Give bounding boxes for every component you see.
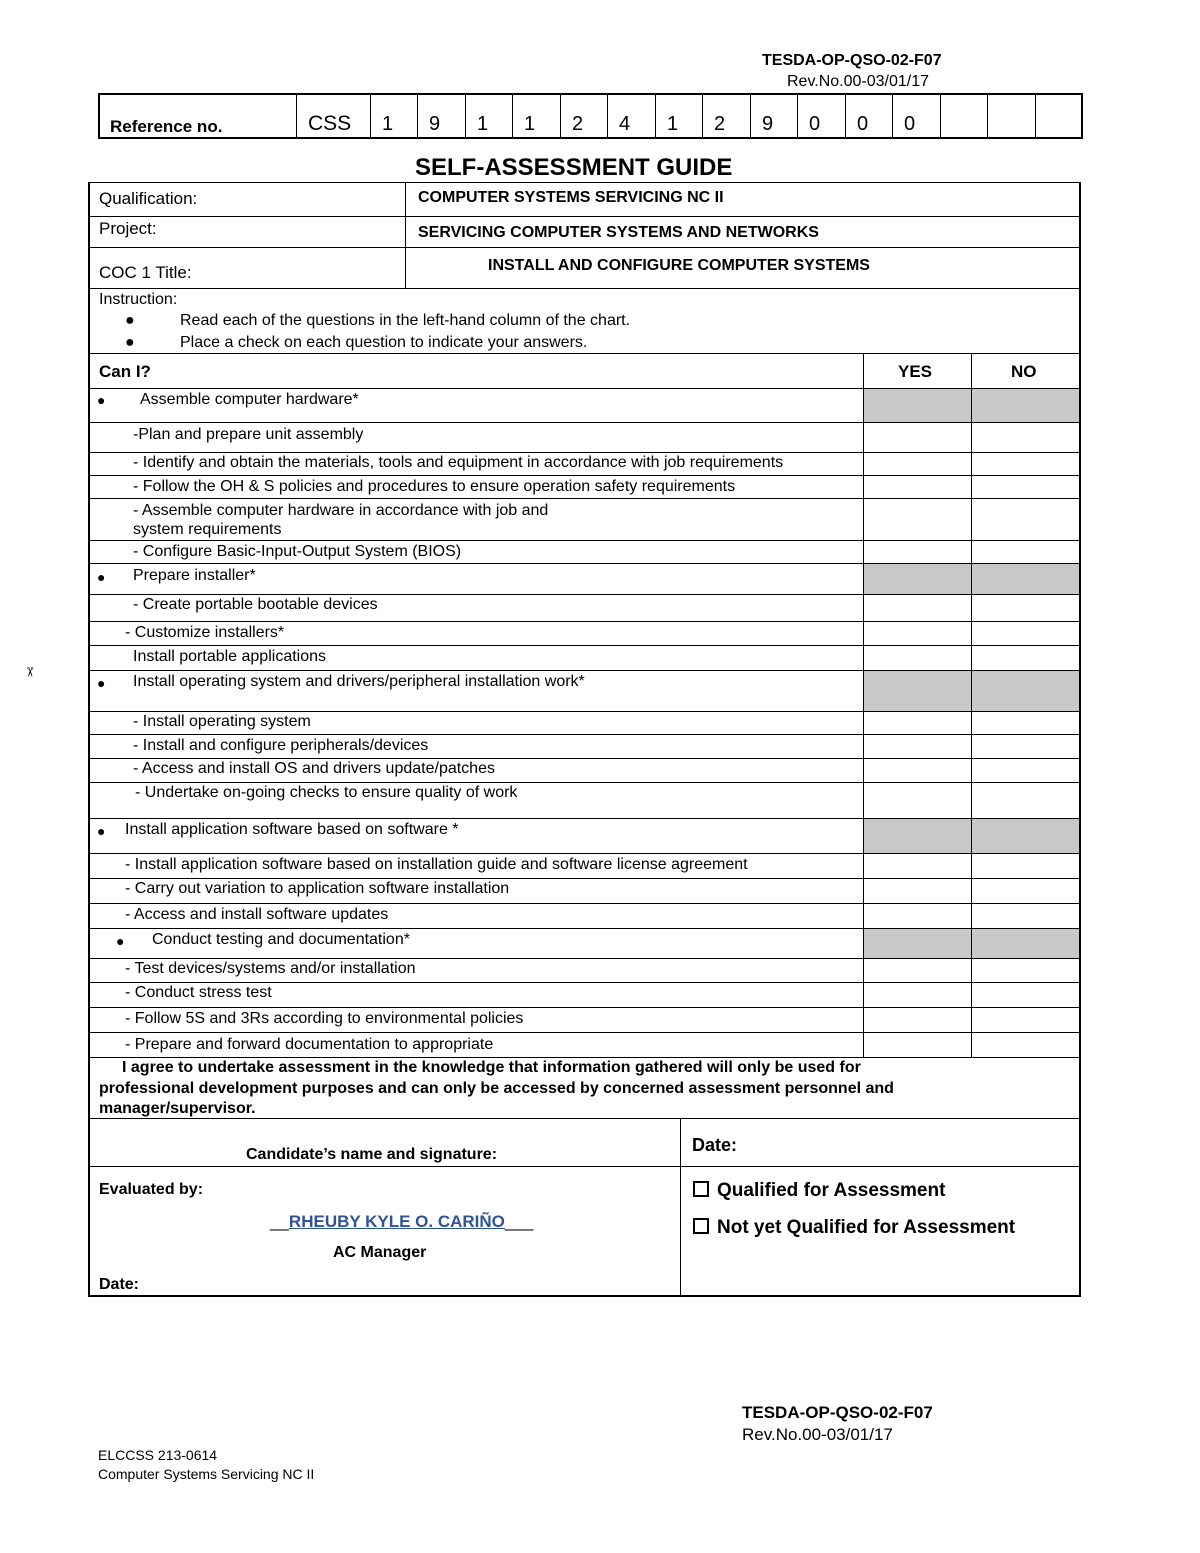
reference-cell: 2 (714, 113, 726, 135)
bullet-icon: ● (97, 823, 106, 839)
instruction-item: Place a check on each question to indicate your answers. (180, 334, 588, 351)
project-value: SERVICING COMPUTER SYSTEMS AND NETWORKS (418, 224, 819, 241)
checklist-item: - Configure Basic-Input-Output System (BIOS) (133, 543, 462, 560)
form-code: TESDA-OP-QSO-02-F07 (762, 52, 942, 69)
checklist-item: - Install operating system (133, 713, 311, 730)
checklist-item: - Access and install OS and drivers update/patches (133, 760, 495, 777)
not-qualified-option-label: Not yet Qualified for Assessment (717, 1217, 1016, 1238)
bullet-icon: ● (125, 334, 135, 351)
page-title: SELF-ASSESSMENT GUIDE (415, 154, 733, 181)
checklist-item: - Prepare and forward documentation to appropriate (125, 1036, 494, 1053)
shaded-yes-cell (864, 564, 971, 594)
checklist-item: - Assemble computer hardware in accordance with job and (133, 502, 549, 519)
footer-revision: Rev.No.00-03/01/17 (742, 1425, 893, 1444)
checklist-item: system requirements (133, 521, 282, 538)
checklist-item: Install operating system and drivers/peripheral installation work* (133, 673, 585, 690)
candidate-date-label: Date: (692, 1135, 738, 1155)
column-header-no: NO (1011, 362, 1037, 381)
not-qualified-option[interactable] (693, 1217, 1015, 1239)
bullet-icon: ● (97, 569, 106, 585)
checklist-item: Assemble computer hardware* (140, 391, 359, 408)
qualified-option-label: Qualified for Assessment (717, 1180, 946, 1201)
shaded-yes-cell (864, 671, 971, 711)
evaluator-role: AC Manager (333, 1244, 427, 1261)
checklist-item: Install portable applications (133, 648, 327, 665)
checklist-item: - Identify and obtain the materials, tools and equipment in accordance with job requirements (133, 454, 784, 471)
footer-form-code: TESDA-OP-QSO-02-F07 (742, 1403, 933, 1422)
shaded-no-cell (972, 564, 1079, 594)
reference-cell: 0 (857, 113, 869, 135)
reference-cell: CSS (308, 112, 352, 135)
checklist-item: Conduct testing and documentation* (152, 931, 410, 948)
shaded-no-cell (972, 389, 1079, 422)
footer-document-id: ELCCSS 213-0614 (98, 1447, 218, 1463)
reference-cell: 1 (382, 113, 394, 135)
shaded-no-cell (972, 671, 1079, 711)
evaluation-date-label: Date: (99, 1276, 140, 1293)
evaluated-by-label: Evaluated by: (99, 1181, 204, 1198)
shaded-no-cell (972, 819, 1079, 853)
instruction-label: Instruction: (99, 291, 178, 308)
reference-cell: 1 (477, 113, 489, 135)
bullet-icon: ● (125, 312, 135, 329)
checklist-item: - Follow the OH & S policies and procedures to ensure operation safety requirements (133, 478, 736, 495)
coc-title-label: COC 1 Title: (99, 263, 192, 282)
checklist-item: Prepare installer* (133, 567, 256, 584)
evaluator-name: RHEUBY KYLE O. CARIÑO (288, 1212, 505, 1231)
instruction-item: Read each of the questions in the left-hand column of the chart. (180, 312, 631, 329)
form-revision: Rev.No.00-03/01/17 (787, 73, 930, 90)
bullet-icon: ● (97, 392, 106, 408)
shaded-no-cell (972, 929, 1079, 958)
footer-document-name: Computer Systems Servicing NC II (98, 1466, 315, 1482)
checklist-item: - Customize installers* (125, 624, 285, 641)
checkbox-icon[interactable] (693, 1181, 709, 1197)
scissors-icon: ✂ (22, 666, 38, 678)
agreement-text-line: manager/supervisor. (99, 1100, 256, 1117)
project-label: Project: (99, 219, 157, 238)
checklist-item: - Undertake on-going checks to ensure quality of work (135, 784, 518, 801)
reference-cell: 2 (572, 113, 584, 135)
reference-cell: 1 (667, 113, 679, 135)
qualification-label: Qualification: (99, 189, 198, 208)
checkbox-icon[interactable] (693, 1218, 709, 1234)
qualification-value: COMPUTER SYSTEMS SERVICING NC II (418, 189, 724, 206)
checklist-item: - Create portable bootable devices (133, 596, 378, 613)
evaluator-name-line: __RHEUBY KYLE O. CARIÑO___ (270, 1212, 534, 1231)
agreement-text-line: professional development purposes and can only be accessed by concerned assessment personnel and (99, 1080, 894, 1097)
column-header-question: Can I? (99, 362, 151, 381)
reference-cell: 0 (809, 113, 821, 135)
reference-cell: 0 (904, 113, 916, 135)
reference-cell: 4 (619, 113, 631, 135)
checklist-item: - Conduct stress test (125, 984, 272, 1001)
bullet-icon: ● (116, 933, 125, 949)
candidate-signature-label: Candidate’s name and signature: (246, 1146, 498, 1163)
shaded-yes-cell (864, 389, 971, 422)
checklist-item: - Access and install software updates (125, 906, 389, 923)
checklist-item: -Plan and prepare unit assembly (133, 426, 364, 443)
reference-cell: 9 (762, 113, 774, 135)
bullet-icon: ● (97, 675, 106, 691)
checklist-item: - Install and configure peripherals/devices (133, 737, 429, 754)
agreement-text-line: I agree to undertake assessment in the knowledge that information gathered will only be used for (122, 1059, 861, 1076)
checklist-item: - Carry out variation to application software installation (125, 880, 510, 897)
shaded-yes-cell (864, 929, 971, 958)
coc-title-value: INSTALL AND CONFIGURE COMPUTER SYSTEMS (488, 257, 870, 274)
column-header-yes: YES (898, 362, 933, 381)
shaded-yes-cell (864, 819, 971, 853)
checklist-item: - Install application software based on installation guide and software license agreement (125, 856, 748, 873)
reference-cell: 1 (524, 113, 536, 135)
checklist-item: - Follow 5S and 3Rs according to environmental policies (125, 1010, 524, 1027)
checklist-item: - Test devices/systems and/or installation (125, 960, 416, 977)
qualified-option[interactable] (693, 1180, 945, 1202)
reference-cell: 9 (429, 113, 441, 135)
checklist-item: Install application software based on software * (125, 821, 459, 838)
reference-label: Reference no. (110, 117, 223, 136)
